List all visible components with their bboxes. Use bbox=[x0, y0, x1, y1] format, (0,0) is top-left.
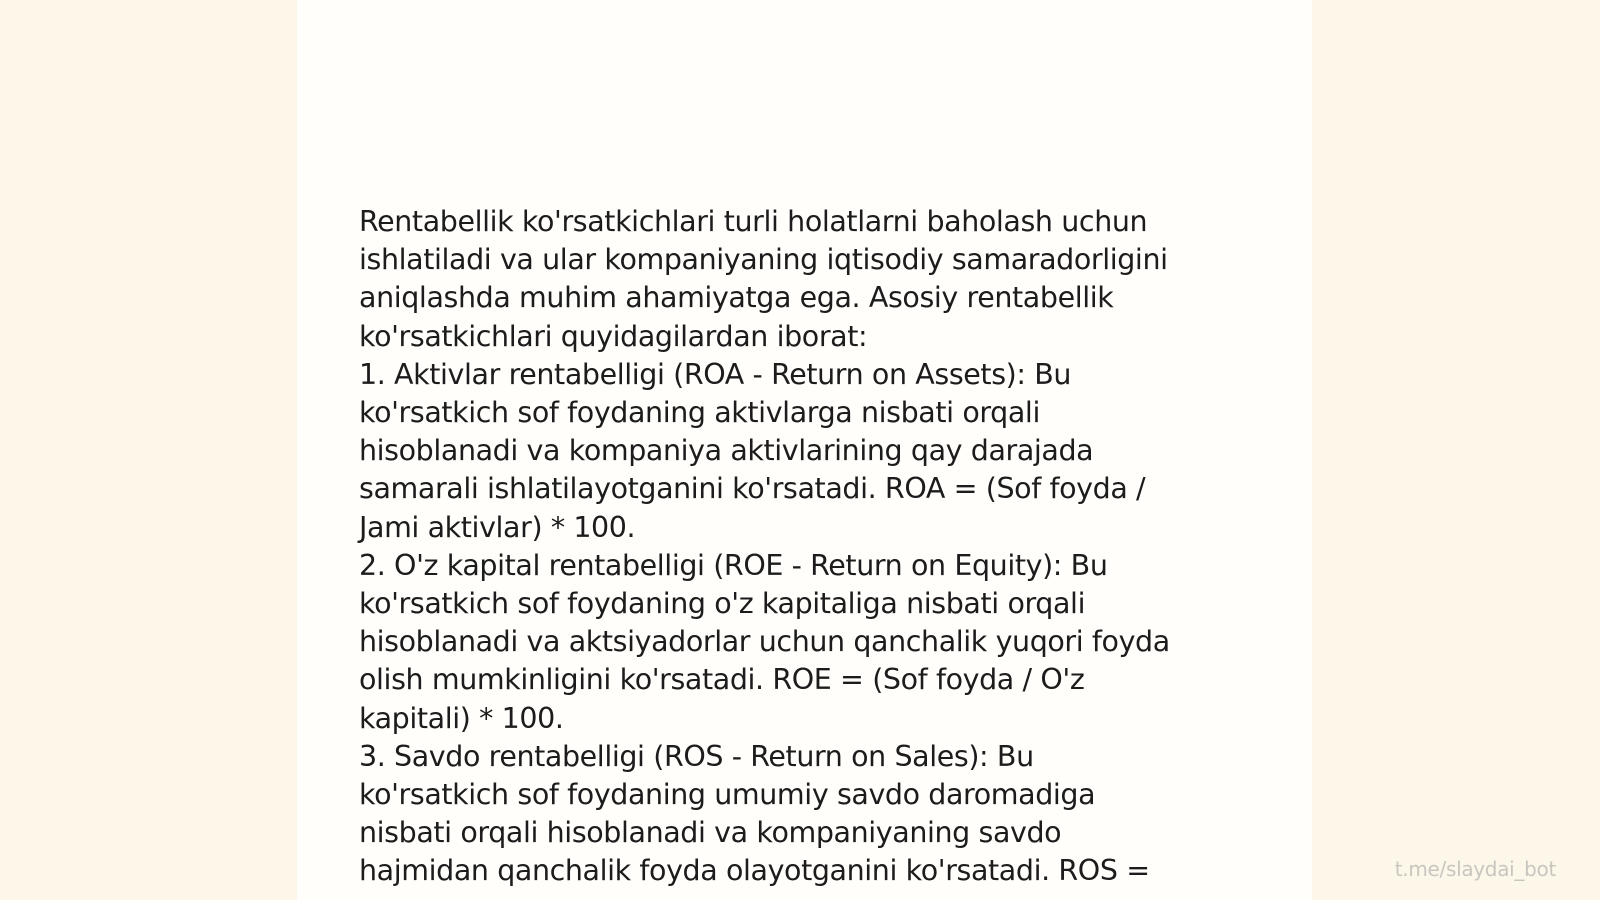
slide-panel bbox=[297, 0, 1312, 900]
text-line: ko'rsatkich sof foydaning umumiy savdo daromadiga bbox=[359, 778, 1096, 812]
text-line: hajmidan qanchalik foyda olayotganini ko'rsatadi. ROS = bbox=[359, 854, 1150, 888]
text-line: hisoblanadi va kompaniya aktivlarining qay darajada bbox=[359, 434, 1094, 468]
text-line: 3. Savdo rentabelligi (ROS - Return on Sales): Bu bbox=[359, 739, 1034, 773]
text-line: nisbati orqali hisoblanadi va kompaniyaning savdo bbox=[359, 816, 1062, 850]
text-line: ishlatiladi va ular kompaniyaning iqtisodiy samaradorligini bbox=[359, 243, 1168, 277]
text-line: aniqlashda muhim ahamiyatga ega. Asosiy rentabellik bbox=[359, 281, 1114, 315]
text-line: olish mumkinligini ko'rsatadi. ROE = (Sof foyda / O'z bbox=[359, 663, 1085, 697]
text-line: ko'rsatkich sof foydaning aktivlarga nisbati orqali bbox=[359, 396, 1040, 430]
text-line: hisoblanadi va aktsiyadorlar uchun qanchalik yuqori foyda bbox=[359, 625, 1170, 659]
watermark: t.me/slaydai_bot bbox=[1394, 857, 1556, 881]
text-line: Jami aktivlar) * 100. bbox=[359, 510, 636, 544]
text-line: 2. O'z kapital rentabelligi (ROE - Return on Equity): Bu bbox=[359, 548, 1108, 582]
text-line: kapitali) * 100. bbox=[359, 701, 564, 735]
slide-body-text bbox=[359, 203, 1279, 891]
text-line: samarali ishlatilayotganini ko'rsatadi. ROA = (Sof foyda / bbox=[359, 472, 1146, 506]
text-line: ko'rsatkich sof foydaning o'z kapitaliga nisbati orqali bbox=[359, 587, 1086, 621]
text-line: 1. Aktivlar rentabelligi (ROA - Return on Assets): Bu bbox=[359, 357, 1072, 391]
text-line: ko'rsatkichlari quyidagilardan iborat: bbox=[359, 319, 868, 353]
text-line: Rentabellik ko'rsatkichlari turli holatlarni baholash uchun bbox=[359, 205, 1148, 238]
